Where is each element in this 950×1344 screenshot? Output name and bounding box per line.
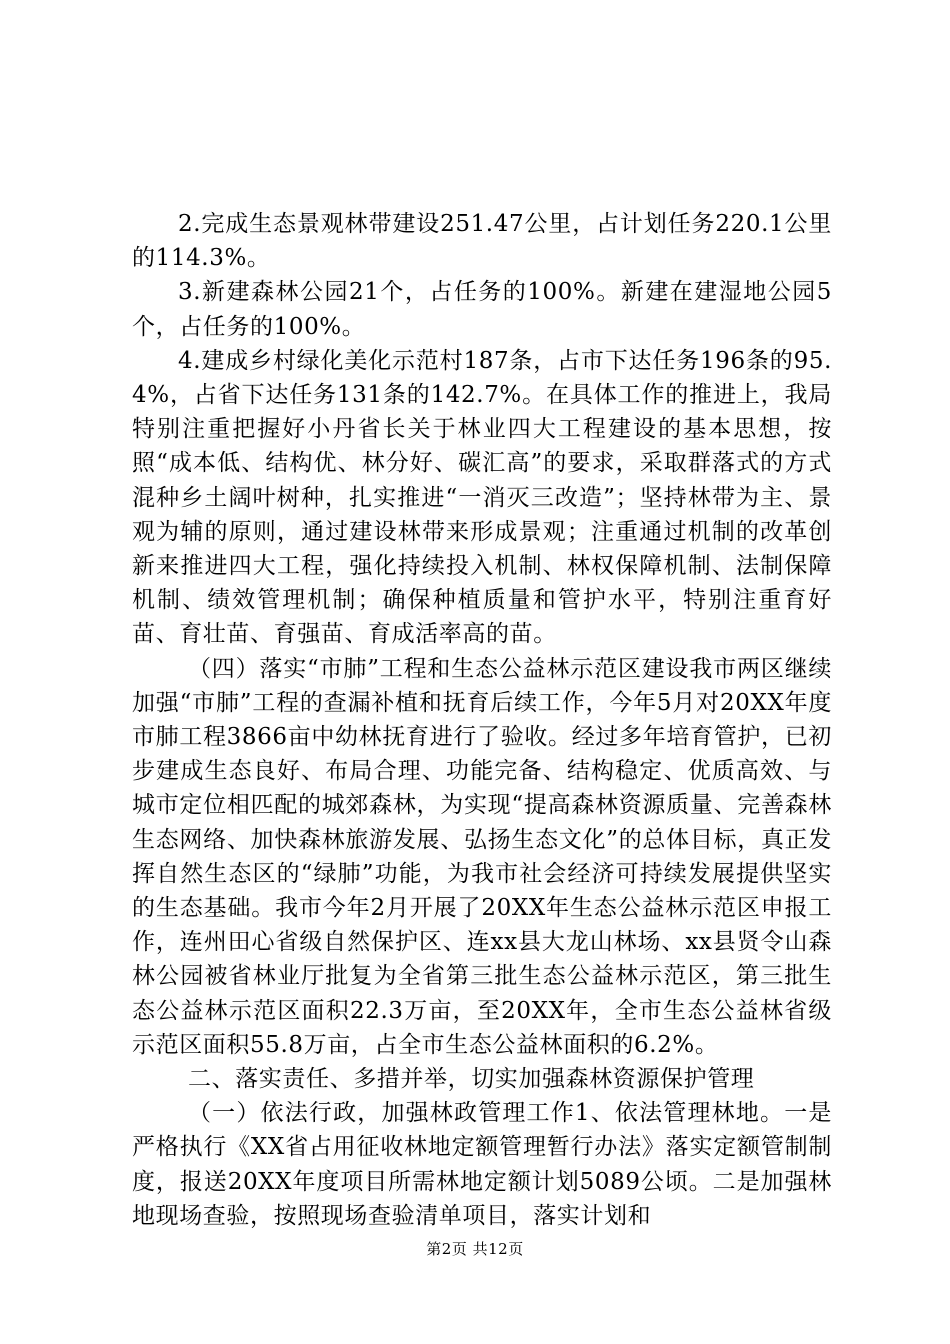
paragraph-section-4: （四）落实“市肺”工程和生态公益林示范区建设我市两区继续加强“市肺”工程的查漏补植和抚育后续工作，今年5月对20XX年度市肺工程3866亩中幼林抚育进行了验收。经过多年培育管护，已初步建成生态良好、布局合理、功能完备、结构稳定、优质高效、与城市定位相匹配的城郊森林，为实现“提高森林资源质量、完善森林生态网络、加快森林旅游发展、弘扬生态文化”的总体目标，真正发挥自然生态区的“绿肺”功能，为我市社会经济可持续发展提供坚实的生态基础。我市今年2月开展了20XX年生态公益林示范区申报工作，连州田心省级自然保护区、连xx县大龙山林场、xx县贤令山森林公园被省林业厅批复为全省第三批生态公益林示范区，第三批生态公益林示范区面积22.3万亩，至20XX年，全市生态公益林省级示范区面积55.8万亩，占全市生态公益林面积的6.2%。: [132, 655, 832, 1058]
section-heading-2: 二、落实责任、多措并举，切实加强森林资源保护管理: [188, 1066, 755, 1093]
paragraph-item-4: 4.建成乡村绿化美化示范村187条，占市下达任务196条的95.4%，占省下达任务131条的142.7%。在具体工作的推进上，我局特别注重把握好小丹省长关于林业四大工程建设的基本思想，按照“成本低、结构优、林分好、碳汇高”的要求，采取群落式的方式混种乡土阔叶树种，扎实推进“一消灭三改造”；坚持林带为主、景观为辅的原则，通过建设林带来形成景观；注重通过机制的改革创新来推进四大工程，强化持续投入机制、林权保障机制、法制保障机制、绩效管理机制；确保种植质量和管护水平，特别注重育好苗、育壮苗、育强苗、育成活率高的苗。: [132, 347, 832, 648]
page-footer: 第2页 共12页: [426, 1240, 524, 1258]
paragraph-subsection-1: （一）依法行政，加强林政管理工作1、依法管理林地。一是严格执行《XX省占用征收林地定额管理暂行办法》落实定额管制制度，报送20XX年度项目所需林地定额计划5089公顷。二是加强林地现场查验，按照现场查验清单项目，落实计划和: [132, 1100, 832, 1229]
paragraph-item-3: 3.新建森林公园21个，占任务的100%。新建在建湿地公园5个，占任务的100%。: [132, 279, 832, 340]
document-body: [132, 207, 832, 1233]
paragraph-item-2: 2.完成生态景观林带建设251.47公里，占计划任务220.1公里的114.3%。: [132, 211, 832, 272]
